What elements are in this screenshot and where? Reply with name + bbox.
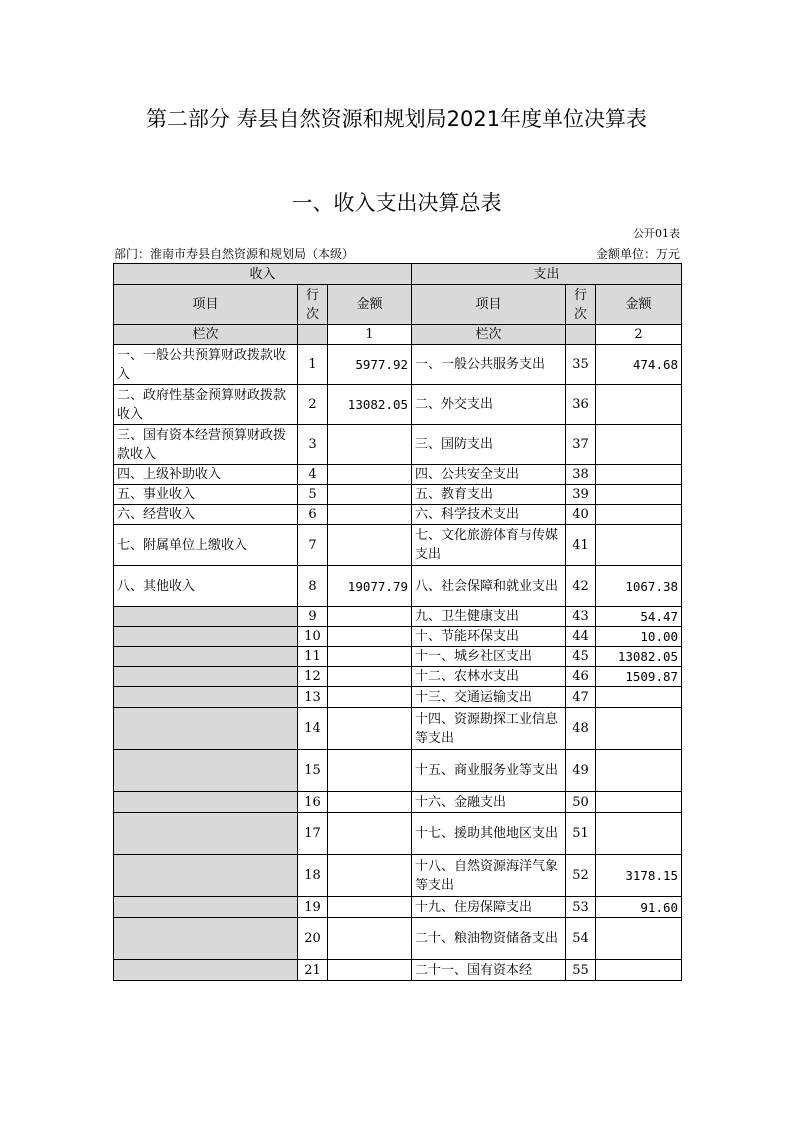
expense-row-no-cell: 44 xyxy=(566,627,596,647)
expense-row-no-cell: 39 xyxy=(566,485,596,505)
income-row-no-cell: 20 xyxy=(298,918,328,960)
income-item-cell xyxy=(114,897,298,918)
income-amount-cell xyxy=(328,708,412,750)
table-row xyxy=(114,708,682,750)
expense-item-cell: 一、一般公共服务支出 xyxy=(412,345,566,385)
income-item-cell: 一、一般公共预算财政拨款收入 xyxy=(114,345,298,385)
income-amount-cell xyxy=(328,525,412,566)
income-row-no-cell: 12 xyxy=(298,667,328,687)
table-row xyxy=(114,687,682,708)
income-amount-cell: 19077.79 xyxy=(328,566,412,607)
income-item-cell xyxy=(114,667,298,687)
income-item-cell xyxy=(114,627,298,647)
income-amount-cell xyxy=(328,667,412,687)
income-row-no-cell: 3 xyxy=(298,425,328,465)
income-item-cell: 二、政府性基金预算财政拨款收入 xyxy=(114,385,298,425)
income-amount-cell xyxy=(328,485,412,505)
income-amount-cell xyxy=(328,425,412,465)
expense-row-no-cell: 40 xyxy=(566,505,596,525)
table-row xyxy=(114,505,682,525)
expense-amount-cell xyxy=(596,425,682,465)
expense-column-index-blank xyxy=(566,325,596,345)
income-item-cell xyxy=(114,813,298,855)
income-row-no-cell: 7 xyxy=(298,525,328,566)
expense-item-cell: 九、卫生健康支出 xyxy=(412,607,566,627)
expense-item-cell: 十五、商业服务业等支出 xyxy=(412,750,566,792)
expense-item-cell: 十二、农林水支出 xyxy=(412,667,566,687)
income-column-index-label: 栏次 xyxy=(114,325,298,345)
income-item-cell: 四、上级补助收入 xyxy=(114,465,298,485)
income-row-no-cell: 2 xyxy=(298,385,328,425)
table-row xyxy=(114,813,682,855)
table-title: 一、收入支出决算总表 xyxy=(291,191,502,215)
expense-row-no-cell: 48 xyxy=(566,708,596,750)
income-row-no-cell: 9 xyxy=(298,607,328,627)
table-row xyxy=(114,792,682,813)
expense-amount-cell xyxy=(596,525,682,566)
income-item-header: 项目 xyxy=(114,285,298,325)
expense-header: 支出 xyxy=(412,264,682,285)
expense-item-cell: 十四、资源勘探工业信息等支出 xyxy=(412,708,566,750)
income-item-cell xyxy=(114,708,298,750)
income-amount-cell xyxy=(328,792,412,813)
table-row xyxy=(114,897,682,918)
income-row-no-cell: 13 xyxy=(298,687,328,708)
expense-row-no-header: 行次 xyxy=(566,285,596,325)
income-item-cell: 五、事业收入 xyxy=(114,485,298,505)
table-row xyxy=(114,750,682,792)
expense-amount-cell xyxy=(596,385,682,425)
income-item-cell xyxy=(114,855,298,897)
expense-amount-cell xyxy=(596,960,682,981)
income-amount-header: 金额 xyxy=(328,285,412,325)
income-amount-cell xyxy=(328,813,412,855)
expense-amount-cell xyxy=(596,687,682,708)
amount-unit-label: 金额单位：万元 xyxy=(595,247,680,261)
income-row-no-cell: 10 xyxy=(298,627,328,647)
income-amount-cell xyxy=(328,647,412,667)
income-item-cell xyxy=(114,607,298,627)
expense-amount-cell: 13082.05 xyxy=(596,647,682,667)
table-row xyxy=(114,607,682,627)
expense-item-cell: 六、科学技术支出 xyxy=(412,505,566,525)
income-row-no-cell: 15 xyxy=(298,750,328,792)
income-item-cell: 六、经营收入 xyxy=(114,505,298,525)
income-row-no-cell: 19 xyxy=(298,897,328,918)
income-amount-cell xyxy=(328,918,412,960)
income-row-no-cell: 8 xyxy=(298,566,328,607)
income-amount-cell xyxy=(328,607,412,627)
income-row-no-cell: 21 xyxy=(298,960,328,981)
table-row xyxy=(114,425,682,465)
income-row-no-cell: 5 xyxy=(298,485,328,505)
expense-item-cell: 三、国防支出 xyxy=(412,425,566,465)
department-label: 部门：淮南市寿县自然资源和规划局（本级） xyxy=(114,247,355,261)
expense-amount-cell: 54.47 xyxy=(596,607,682,627)
income-amount-cell: 5977.92 xyxy=(328,345,412,385)
expense-amount-cell: 474.68 xyxy=(596,345,682,385)
expense-item-cell: 二十一、国有资本经 xyxy=(412,960,566,981)
income-amount-cell xyxy=(328,687,412,708)
income-item-cell: 三、国有资本经营预算财政拨款收入 xyxy=(114,425,298,465)
expense-row-no-cell: 50 xyxy=(566,792,596,813)
expense-amount-cell xyxy=(596,485,682,505)
expense-amount-cell xyxy=(596,465,682,485)
expense-item-cell: 十七、援助其他地区支出 xyxy=(412,813,566,855)
expense-row-no-cell: 41 xyxy=(566,525,596,566)
expense-row-no-cell: 43 xyxy=(566,607,596,627)
expense-row-no-cell: 51 xyxy=(566,813,596,855)
income-row-no-cell: 14 xyxy=(298,708,328,750)
expense-amount-cell xyxy=(596,750,682,792)
expense-item-header: 项目 xyxy=(412,285,566,325)
table-row xyxy=(114,918,682,960)
expense-row-no-cell: 42 xyxy=(566,566,596,607)
income-item-cell: 八、其他收入 xyxy=(114,566,298,607)
expense-row-no-cell: 49 xyxy=(566,750,596,792)
income-row-no-cell: 17 xyxy=(298,813,328,855)
expense-row-no-cell: 54 xyxy=(566,918,596,960)
expense-item-cell: 十八、自然资源海洋气象等支出 xyxy=(412,855,566,897)
table-row xyxy=(114,627,682,647)
expense-item-cell: 十、节能环保支出 xyxy=(412,627,566,647)
income-amount-cell xyxy=(328,465,412,485)
expense-row-no-cell: 38 xyxy=(566,465,596,485)
income-amount-cell xyxy=(328,627,412,647)
expense-row-no-cell: 47 xyxy=(566,687,596,708)
expense-item-cell: 五、教育支出 xyxy=(412,485,566,505)
expense-row-no-cell: 53 xyxy=(566,897,596,918)
income-row-no-cell: 18 xyxy=(298,855,328,897)
part-title: 第二部分 寿县自然资源和规划局2021年度单位决算表 xyxy=(145,107,648,131)
expense-amount-cell xyxy=(596,505,682,525)
income-item-cell xyxy=(114,960,298,981)
table-row xyxy=(114,465,682,485)
expense-amount-cell xyxy=(596,708,682,750)
income-item-cell: 七、附属单位上缴收入 xyxy=(114,525,298,566)
income-row-no-header: 行次 xyxy=(298,285,328,325)
income-amount-cell xyxy=(328,855,412,897)
income-column-index: 1 xyxy=(328,325,412,345)
income-row-no-cell: 4 xyxy=(298,465,328,485)
table-row xyxy=(114,647,682,667)
income-amount-cell xyxy=(328,505,412,525)
expense-amount-cell: 1067.38 xyxy=(596,566,682,607)
expense-amount-cell: 1509.87 xyxy=(596,667,682,687)
income-amount-cell xyxy=(328,960,412,981)
expense-row-no-cell: 52 xyxy=(566,855,596,897)
income-row-no-cell: 16 xyxy=(298,792,328,813)
expense-row-no-cell: 35 xyxy=(566,345,596,385)
expense-item-cell: 二、外交支出 xyxy=(412,385,566,425)
expense-item-cell: 七、文化旅游体育与传媒支出 xyxy=(412,525,566,566)
table-row xyxy=(114,525,682,566)
income-item-cell xyxy=(114,792,298,813)
income-header: 收入 xyxy=(114,264,412,285)
expense-row-no-cell: 45 xyxy=(566,647,596,667)
income-row-no-cell: 1 xyxy=(298,345,328,385)
expense-row-no-cell: 36 xyxy=(566,385,596,425)
expense-amount-cell: 91.60 xyxy=(596,897,682,918)
table-row xyxy=(114,485,682,505)
table-row xyxy=(114,855,682,897)
table-row xyxy=(114,667,682,687)
income-item-cell xyxy=(114,687,298,708)
table-row xyxy=(114,345,682,385)
income-item-cell xyxy=(114,647,298,667)
income-amount-cell xyxy=(328,897,412,918)
expense-column-index: 2 xyxy=(596,325,682,345)
income-item-cell xyxy=(114,918,298,960)
expense-row-no-cell: 37 xyxy=(566,425,596,465)
expense-amount-header: 金额 xyxy=(596,285,682,325)
income-column-index-blank xyxy=(298,325,328,345)
expense-item-cell: 十三、交通运输支出 xyxy=(412,687,566,708)
expense-amount-cell xyxy=(596,813,682,855)
income-amount-cell: 13082.05 xyxy=(328,385,412,425)
expense-amount-cell: 3178.15 xyxy=(596,855,682,897)
table-row xyxy=(114,960,682,981)
expense-amount-cell xyxy=(596,918,682,960)
expense-item-cell: 二十、粮油物资储备支出 xyxy=(412,918,566,960)
income-amount-cell xyxy=(328,750,412,792)
table-row xyxy=(114,385,682,425)
expense-row-no-cell: 46 xyxy=(566,667,596,687)
expense-item-cell: 十六、金融支出 xyxy=(412,792,566,813)
income-item-cell xyxy=(114,750,298,792)
expense-item-cell: 四、公共安全支出 xyxy=(412,465,566,485)
expense-amount-cell: 10.00 xyxy=(596,627,682,647)
income-row-no-cell: 6 xyxy=(298,505,328,525)
expense-item-cell: 八、社会保障和就业支出 xyxy=(412,566,566,607)
income-row-no-cell: 11 xyxy=(298,647,328,667)
expense-item-cell: 十九、住房保障支出 xyxy=(412,897,566,918)
form-code: 公开01表 xyxy=(633,227,680,240)
expense-row-no-cell: 55 xyxy=(566,960,596,981)
expense-column-index-label: 栏次 xyxy=(412,325,566,345)
expense-item-cell: 十一、城乡社区支出 xyxy=(412,647,566,667)
table-row xyxy=(114,566,682,607)
income-expense-table xyxy=(113,263,682,981)
expense-amount-cell xyxy=(596,792,682,813)
